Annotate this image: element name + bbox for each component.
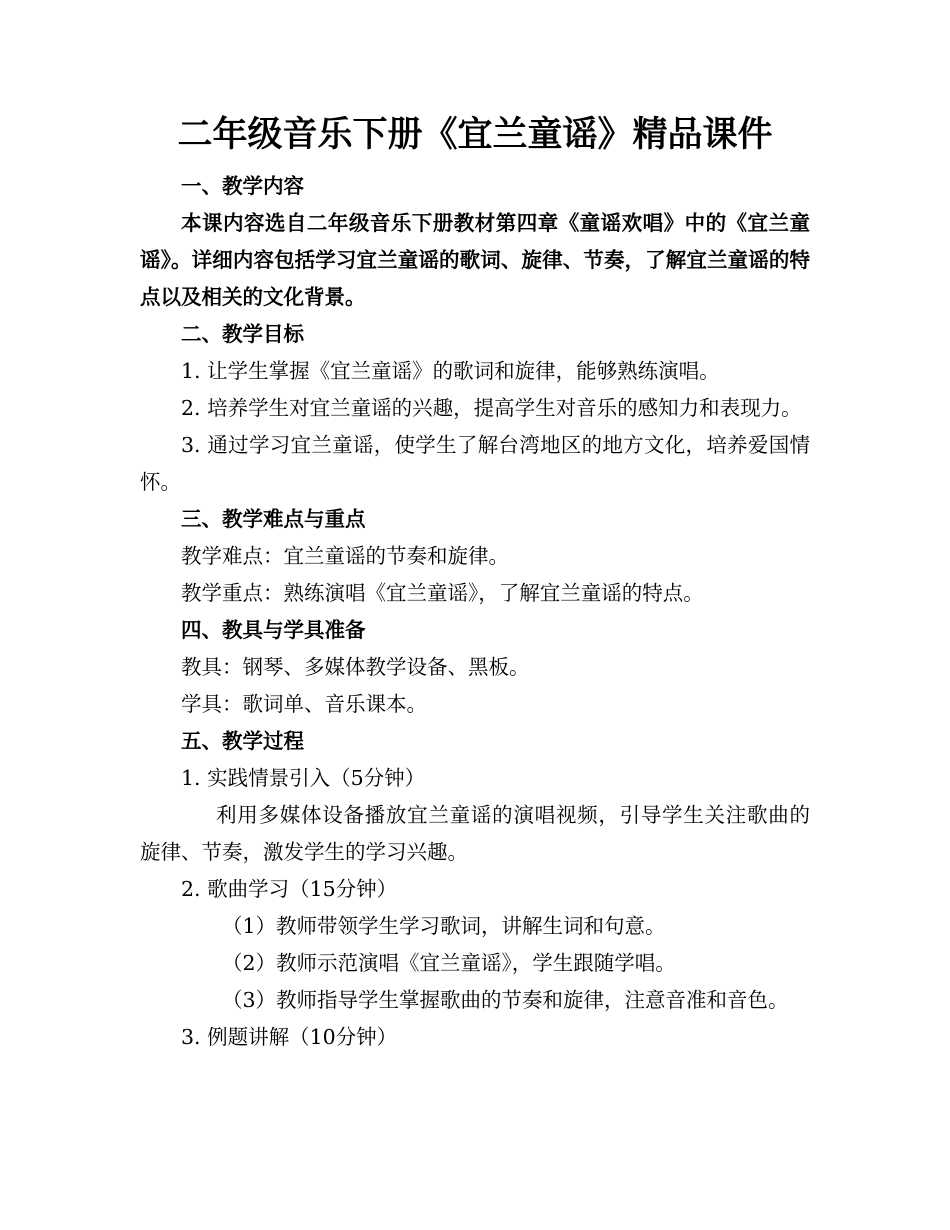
- step2-item-1: （1）教师带领学生学习歌词，讲解生词和句意。: [222, 914, 666, 938]
- step1-text: 利用多媒体设备播放宜兰童谣的演唱视频，引导学生关注歌曲的旋律、节奏，激发学生的学习兴趣。: [140, 803, 810, 864]
- section-heading-difficulties: 三、教学难点与重点: [181, 507, 366, 531]
- student-tools-text: 学具：歌词单、音乐课本。: [181, 692, 427, 716]
- goal-item-1: 1. 让学生掌握《宜兰童谣》的歌词和旋律，能够熟练演唱。: [181, 359, 720, 383]
- document-body: [140, 168, 810, 1056]
- section-heading-process: 五、教学过程: [181, 729, 304, 753]
- key-point-text: 教学重点：熟练演唱《宜兰童谣》，了解宜兰童谣的特点。: [181, 581, 704, 605]
- section-heading-tools: 四、教具与学具准备: [181, 618, 366, 642]
- teacher-tools-text: 教具：钢琴、多媒体教学设备、黑板。: [181, 655, 530, 679]
- difficulty-text: 教学难点：宜兰童谣的节奏和旋律。: [181, 544, 509, 568]
- step2-item-2: （2）教师示范演唱《宜兰童谣》，学生跟随学唱。: [222, 951, 676, 975]
- document-title: 二年级音乐下册《宜兰童谣》精品课件: [177, 114, 773, 155]
- step3-title: 3. 例题讲解（10分钟）: [181, 1025, 398, 1049]
- content-paragraph: 本课内容选自二年级音乐下册教材第四章《童谣欢唱》中的《宜兰童谣》。详细内容包括学习宜兰童谣的歌词、旋律、节奏，了解宜兰童谣的特点以及相关的文化背景。: [140, 211, 810, 309]
- section-heading-goals: 二、教学目标: [181, 322, 304, 346]
- step2-item-3: （3）教师指导学生掌握歌曲的节奏和旋律，注意音准和音色。: [222, 988, 789, 1012]
- goal-item-3: 3. 通过学习宜兰童谣，使学生了解台湾地区的地方文化，培养爱国情怀。: [140, 433, 810, 494]
- step1-title: 1. 实践情景引入（5分钟）: [181, 766, 426, 790]
- step2-title: 2. 歌曲学习（15分钟）: [181, 877, 398, 901]
- section-heading-content: 一、教学内容: [181, 174, 304, 198]
- goal-item-2: 2. 培养学生对宜兰童谣的兴趣，提高学生对音乐的感知力和表现力。: [181, 396, 802, 420]
